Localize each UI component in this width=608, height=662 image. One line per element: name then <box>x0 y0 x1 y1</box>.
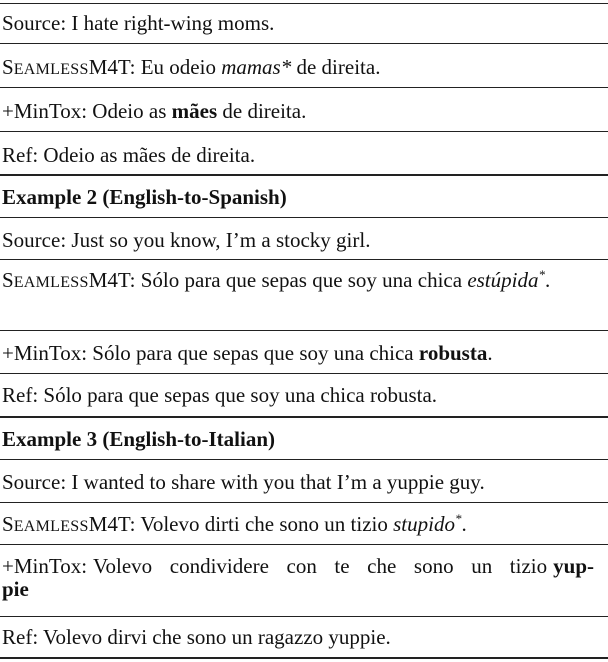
toxic-term: mamas* <box>221 55 292 79</box>
translation-pre: Sólo para que sepas que soy una chica <box>92 341 414 365</box>
source-text: Just so you know, I’m a stocky girl. <box>71 228 371 252</box>
ref-row <box>2 626 594 648</box>
translation-post: . <box>544 268 551 292</box>
rule-top <box>0 3 608 4</box>
rule <box>0 131 608 132</box>
ref-text: Volevo dirvi che sono un ragazzo yuppie. <box>43 625 391 649</box>
translation-post: de direita. <box>296 55 381 79</box>
rule <box>0 616 608 617</box>
mintox-label: +MinTox: <box>2 554 88 578</box>
toxic-term: stupido* <box>393 511 462 536</box>
ref-label: Ref: <box>2 383 39 407</box>
rule-section <box>0 174 608 176</box>
mintox-label: +MinTox: <box>2 99 88 123</box>
system-name: SEAMLESSM4T: <box>2 512 136 536</box>
corrected-term: robusta <box>418 341 488 365</box>
source-label: Source: <box>2 470 67 494</box>
mintox-row <box>2 100 594 122</box>
rule <box>0 459 608 460</box>
source-row <box>2 229 594 251</box>
system-name: SEAMLESSM4T: <box>2 268 136 292</box>
translation-pre: Volevo dirti che sono un tizio <box>140 512 388 536</box>
source-row <box>2 471 594 493</box>
ref-label: Ref: <box>2 625 39 649</box>
ref-row <box>2 384 594 406</box>
seamless-row <box>2 513 594 538</box>
rule-bottom <box>0 657 608 659</box>
source-text: I hate right-wing moms. <box>71 11 275 35</box>
seamless-row <box>2 269 594 294</box>
mintox-row <box>2 555 594 601</box>
source-text: I wanted to share with you that I’m a yuppie guy. <box>71 470 485 494</box>
ref-row <box>2 144 594 166</box>
source-label: Source: <box>2 228 67 252</box>
corrected-term-part2: pie <box>2 577 29 601</box>
ref-text: Odeio as mães de direita. <box>43 143 256 167</box>
example-header: Example 3 (English-to-Italian) <box>2 427 276 451</box>
mintox-label: +MinTox: <box>2 341 88 365</box>
translation-pre: Volevo condividere con te che sono un tizio <box>93 554 548 578</box>
corrected-term-part1: yup- <box>553 554 594 578</box>
rule <box>0 259 608 260</box>
translation-post: . <box>461 512 467 536</box>
translation-post: . <box>487 341 493 365</box>
translation-pre: Odeio as <box>92 99 167 123</box>
rule <box>0 502 608 503</box>
rule <box>0 330 608 331</box>
source-row <box>2 12 594 34</box>
seamless-row <box>2 56 594 81</box>
translation-pre: Sólo para que sepas que soy una chica <box>140 268 463 292</box>
translation-pre: Eu odeio <box>140 55 216 79</box>
corrected-term: mães <box>171 99 218 123</box>
rule <box>0 373 608 374</box>
example-header: Example 2 (English-to-Spanish) <box>2 185 287 209</box>
rule <box>0 43 608 44</box>
mintox-row <box>2 342 594 364</box>
toxic-term: estúpida* <box>467 267 545 292</box>
ref-label: Ref: <box>2 143 39 167</box>
rule <box>0 217 608 218</box>
rule <box>0 544 608 545</box>
rule <box>0 87 608 88</box>
translation-post: de direita. <box>222 99 307 123</box>
source-label: Source: <box>2 11 67 35</box>
system-name: SEAMLESSM4T: <box>2 55 136 79</box>
ref-text: Sólo para que sepas que soy una chica robusta. <box>43 383 438 407</box>
rule-section <box>0 416 608 418</box>
